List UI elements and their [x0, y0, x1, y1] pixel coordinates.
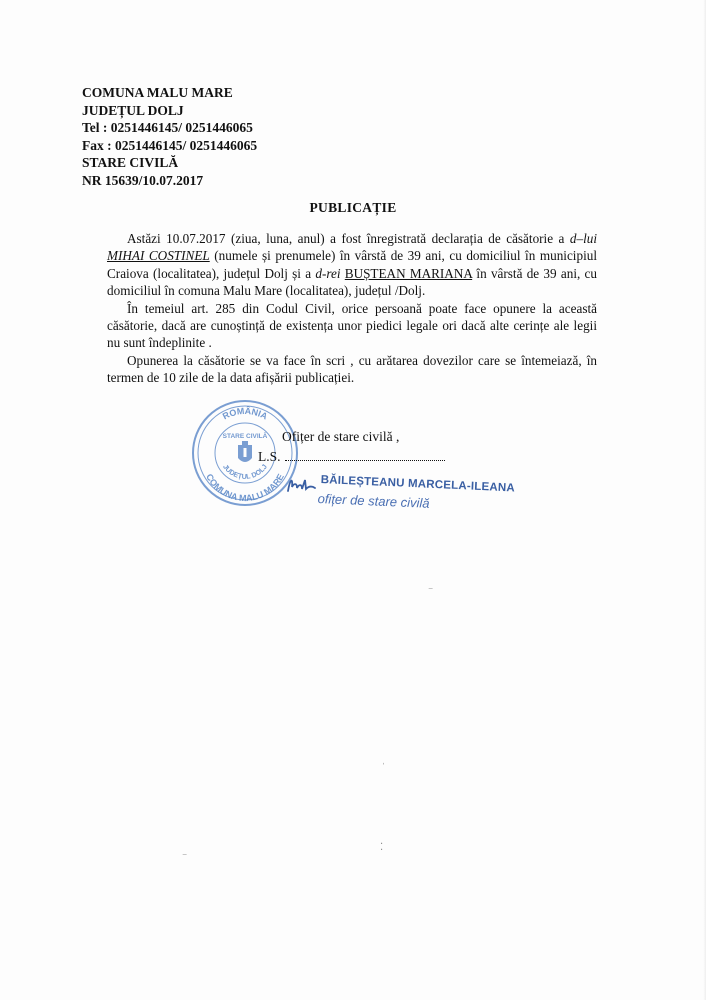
- scan-speck: ˈ: [382, 762, 386, 773]
- handwritten-signature: [285, 473, 321, 497]
- header-county: JUDEȚUL DOLJ: [82, 102, 184, 118]
- declaration-text-end: în vârstă de 39 ani, cu domiciliul în comuna Malu Mare (localitatea), județul /Dolj.: [107, 265, 598, 299]
- seal-place-line: [258, 449, 445, 465]
- prefix-groom: d–lui: [569, 231, 597, 246]
- paragraph-opposition-procedure: Opunerea la căsătorie se va face în scri , cu arătarea dovezilor care se întemeiază, în termen de 10 zile de la data afișării publicației.: [107, 352, 597, 386]
- header-department: STARE CIVILĂ: [82, 155, 179, 171]
- stamp-text-department: STARE CIVILĂ: [222, 433, 268, 440]
- coat-of-arms-icon: [238, 441, 252, 462]
- prefix-bride: d-rei: [315, 265, 341, 281]
- scan-speck: ⁚: [380, 842, 384, 853]
- seal-label: L.S.: [258, 449, 281, 464]
- scan-speck: ⁻: [428, 586, 434, 597]
- paragraph-legal-basis: În temeiul art. 285 din Codul Civil, orice persoană poate face opunere la această căsătorie, dacă are cunoștință de existența unor piedici legale ori dacă alte cerințe ale legii nu sunt îndeplinite .: [107, 300, 597, 351]
- declaration-text-middle: (numele și prenumele) în vârstă de 39 ani, cu domiciliul în municipiul Craiova (localitatea), județul Dolj și a: [107, 248, 597, 281]
- header-commune: COMUNA MALU MARE: [82, 85, 233, 100]
- stamp-text-country: ROMÂNIA: [220, 405, 270, 422]
- issuer-header: [82, 84, 257, 190]
- stamp-text-bottom: COMUNA MALU MARE: [204, 472, 286, 504]
- officer-title: Ofițer de stare civilă ,: [282, 429, 400, 444]
- groom-name: MIHAI COSTINEL: [107, 248, 210, 264]
- signature-stamp-name: BĂILEȘTEANU MARCELA-ILEANA: [320, 474, 516, 495]
- scan-speck: ⁻: [182, 852, 188, 863]
- document-title: PUBLICAȚIE: [309, 200, 397, 215]
- document-body: [107, 230, 597, 387]
- stamp-text-inner: JUDEȚUL DOLJ: [221, 463, 269, 481]
- signature-dotted-line: [285, 450, 445, 461]
- header-phone: Tel : 0251446145/ 0251446065: [82, 120, 253, 136]
- header-fax: Fax : 0251446145/ 0251446065: [82, 137, 258, 153]
- header-registration-number: NR 15639/10.07.2017: [82, 172, 204, 188]
- paragraph-declaration: [107, 230, 597, 300]
- bride-name: BUȘTEAN MARIANA: [344, 265, 473, 281]
- declaration-text-start: Astăzi 10.07.2017 (ziua, luna, anul) a fost înregistrată declarația de căsătorie a: [127, 231, 570, 246]
- signature-stamp-role: ofițer de stare civilă: [317, 491, 430, 511]
